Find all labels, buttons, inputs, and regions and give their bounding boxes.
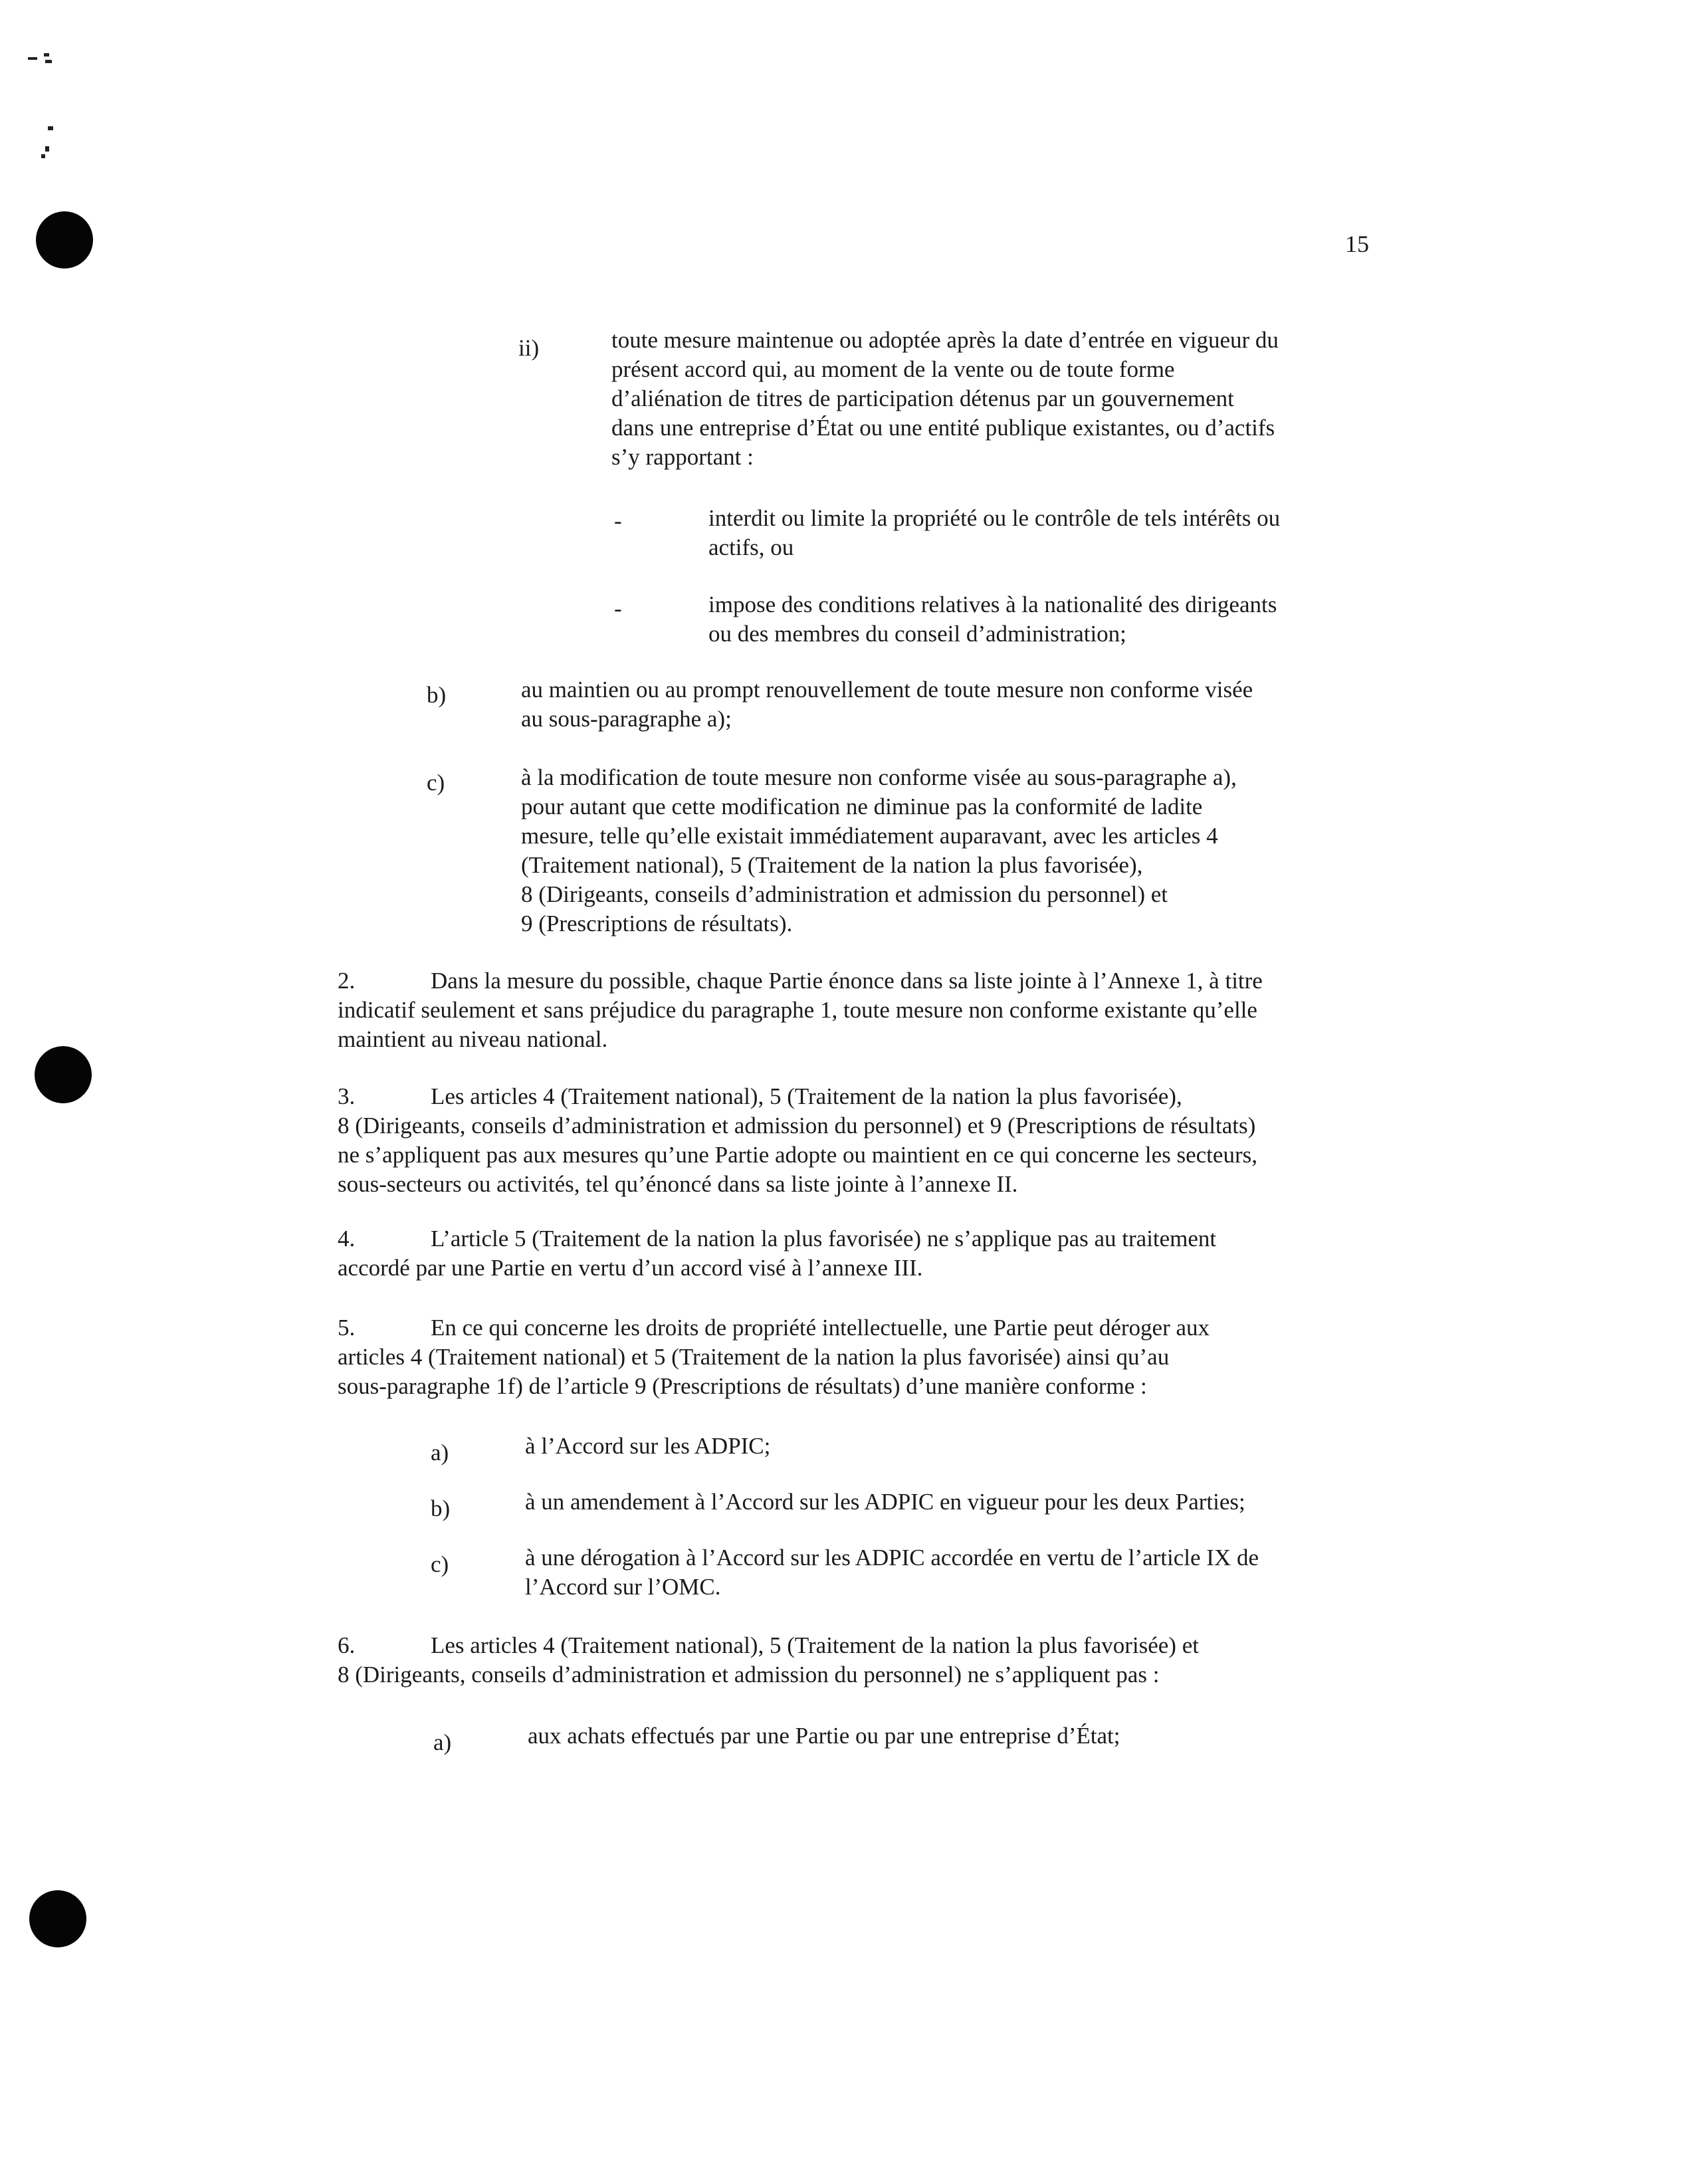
text-line: impose des conditions relatives à la nationalité des dirigeants [708,592,1277,617]
text-line: Les articles 4 (Traitement national), 5 (Traitement de la nation la plus favorisée), [431,1083,1182,1109]
text-line: maintient au niveau national. [338,1026,608,1052]
scan-speck [41,154,45,158]
paragraph-first-line [338,966,1263,996]
text-line: à la modification de toute mesure non conforme visée au sous-paragraphe a), [521,764,1237,790]
text-line: au maintien ou au prompt renouvellement de toute mesure non conforme visée [521,677,1253,703]
paragraph-number: 4. [338,1226,356,1252]
text-line: (Traitement national), 5 (Traitement de la nation la plus favorisée), [521,852,1143,878]
item-label-a: a) [433,1729,452,1755]
paragraph-6 [338,1631,1199,1690]
sub-item-text [525,1543,1259,1602]
text-line: présent accord qui, au moment de la vente ou de toute forme [611,356,1175,382]
paragraph-3 [338,1082,1257,1199]
scan-speck [48,126,53,130]
text-line: aux achats effectués par une Partie ou par une entreprise d’État; [528,1723,1120,1749]
text-line: ne s’appliquent pas aux mesures qu’une Partie adopte ou maintient en ce qui concerne les secteurs, [338,1142,1257,1168]
text-line: à une dérogation à l’Accord sur les ADPIC accordée en vertu de l’article IX de [525,1545,1259,1571]
text-line: actifs, ou [708,534,794,560]
punch-hole-bottom [29,1890,86,1947]
item-label-ii: ii) [518,335,540,361]
paragraph-2 [338,966,1263,1054]
sub-item-text [525,1432,770,1461]
text-line: accordé par une Partie en vertu d’un accord visé à l’annexe III. [338,1255,923,1281]
text-line: à l’Accord sur les ADPIC; [525,1433,771,1459]
item-b-text [521,675,1253,734]
punch-hole-middle [35,1046,92,1103]
item-ii-text [611,326,1279,472]
text-line: dans une entreprise d’État ou une entité publique existantes, ou d’actifs [611,415,1275,441]
text-line: articles 4 (Traitement national) et 5 (Traitement de la nation la plus favorisée) ainsi qu’au [338,1344,1170,1370]
text-line: mesure, telle qu’elle existait immédiatement auparavant, avec les articles 4 [521,823,1218,849]
text-line: pour autant que cette modification ne diminue pas la conformité de ladite [521,794,1203,819]
item-label-c: c) [431,1551,449,1577]
text-line: ou des membres du conseil d’administration; [708,621,1126,647]
text-line: indicatif seulement et sans préjudice du paragraphe 1, toute mesure non conforme existante qu’elle [338,997,1257,1023]
text-line: En ce qui concerne les droits de propriété intellectuelle, une Partie peut déroger aux [431,1315,1210,1341]
dash-bullet: - [614,596,622,621]
text-line: 8 (Dirigeants, conseils d’administration et admission du personnel) et [521,881,1168,907]
text-line: Dans la mesure du possible, chaque Partie énonce dans sa liste jointe à l’Annexe 1, à titre [431,968,1263,994]
text-line: au sous-paragraphe a); [521,706,732,732]
dash-item-text [708,504,1280,562]
item-label-b: b) [431,1495,451,1521]
text-line: l’Accord sur l’OMC. [525,1574,721,1600]
item-label-a: a) [431,1440,449,1466]
text-line: 8 (Dirigeants, conseils d’administration et admission du personnel) et 9 (Prescriptions de résultats) [338,1113,1256,1139]
item-label-c: c) [427,770,445,796]
text-line: sous-secteurs ou activités, tel qu’énoncé dans sa liste jointe à l’annexe II. [338,1171,1018,1197]
paragraph-5 [338,1313,1210,1401]
scan-speck [45,146,49,152]
paragraph-number: 3. [338,1083,356,1109]
item-c-text [521,763,1237,938]
dash-item-text [708,590,1277,649]
text-line: 8 (Dirigeants, conseils d’administration et admission du personnel) ne s’appliquent pas : [338,1662,1160,1688]
dash-bullet: - [614,508,622,534]
paragraph-first-line [338,1082,1257,1111]
text-line: L’article 5 (Traitement de la nation la plus favorisée) ne s’applique pas au traitement [431,1226,1217,1252]
sub-item-text [528,1721,1120,1751]
text-line: 9 (Prescriptions de résultats). [521,911,793,936]
scan-speck [44,53,49,56]
text-line: interdit ou limite la propriété ou le contrôle de tels intérêts ou [708,505,1281,531]
item-label-b: b) [427,682,447,708]
text-line: s’y rapportant : [611,444,754,470]
paragraph-number: 5. [338,1315,356,1341]
text-line: Les articles 4 (Traitement national), 5 (Traitement de la nation la plus favorisée) et [431,1632,1199,1658]
paragraph-number: 6. [338,1632,356,1658]
text-line: à un amendement à l’Accord sur les ADPIC en vigueur pour les deux Parties; [525,1489,1245,1515]
paragraph-4 [338,1224,1216,1283]
page-number: 15 [1345,231,1369,257]
punch-hole-top [36,211,93,269]
paragraph-first-line [338,1313,1210,1343]
scan-speck [28,57,37,60]
paragraph-first-line [338,1224,1216,1254]
text-line: sous-paragraphe 1f) de l’article 9 (Prescriptions de résultats) d’une manière conforme : [338,1373,1147,1399]
paragraph-number: 2. [338,968,356,994]
scan-speck [45,60,52,63]
sub-item-text [525,1487,1245,1517]
text-line: toute mesure maintenue ou adoptée après la date d’entrée en vigueur du [611,327,1279,353]
text-line: d’aliénation de titres de participation détenus par un gouvernement [611,385,1234,411]
paragraph-first-line [338,1631,1199,1660]
